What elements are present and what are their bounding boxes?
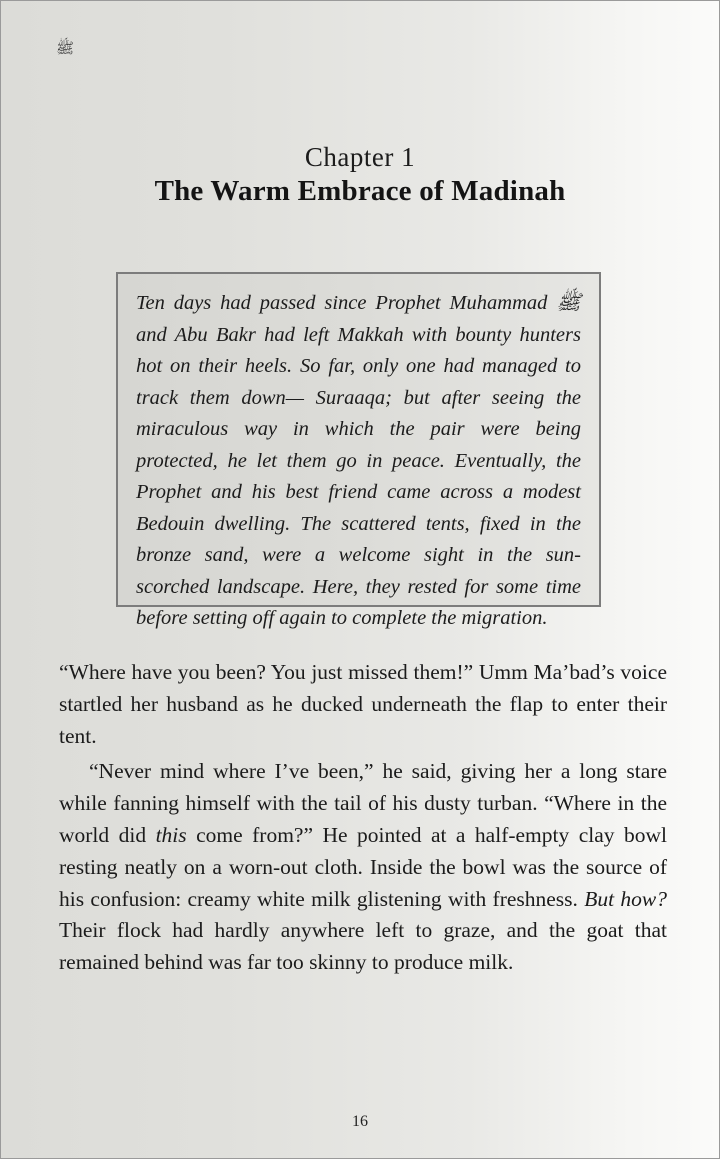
chapter-title: The Warm Embrace of Madinah xyxy=(154,175,566,207)
paragraph-2-part-3: Their flock had hardly anywhere left to graze, and the goat that remained behind was far too skinny to produce milk. xyxy=(59,918,667,975)
paragraph-1: “Where have you been? You just missed them!” Umm Ma’bad’s voice startled her husband as he ducked underneath the flap to enter their tent. xyxy=(59,660,667,748)
chapter-number: Chapter 1 xyxy=(304,142,416,172)
paragraph-2-part-1: “Never mind where I’ve been,” he said, giving her a long stare while fanning himself with the tail of his dusty turban. “Where in the world did xyxy=(59,759,667,847)
intro-box xyxy=(116,272,601,629)
intro-text: Ten days had passed since Prophet Muhammad ﷺ and Abu Bakr had left Makkah with bounty hunters hot on their heels. So far, only one had managed to track them down— Suraaqa; but after seeing the miraculous way in which the pair were being protected, he let them go in peace. Eventually, the Prophet and his best friend came across a modest Bedouin dwelling. The scattered tents, fixed in the bronze sand, were a welcome sight in the sun-scorched landscape. Here, they rested for some time before setting off again to complete the migration. xyxy=(136,292,581,629)
paragraph-2-emphasis-2: But how? xyxy=(584,886,667,911)
honorific-symbol-icon: ﷺ xyxy=(56,41,75,57)
paragraph-2 xyxy=(59,756,667,979)
page-number: 16 xyxy=(352,1113,368,1130)
paragraph-2-part-2: come from?” He pointed at a half-empty clay bowl resting neatly on a worn-out cloth. Inside the bowl was the source of his confusion: creamy white milk glistening with freshness. xyxy=(59,822,667,911)
body-text xyxy=(59,657,667,979)
paragraph-2-emphasis-1: this xyxy=(155,822,187,847)
